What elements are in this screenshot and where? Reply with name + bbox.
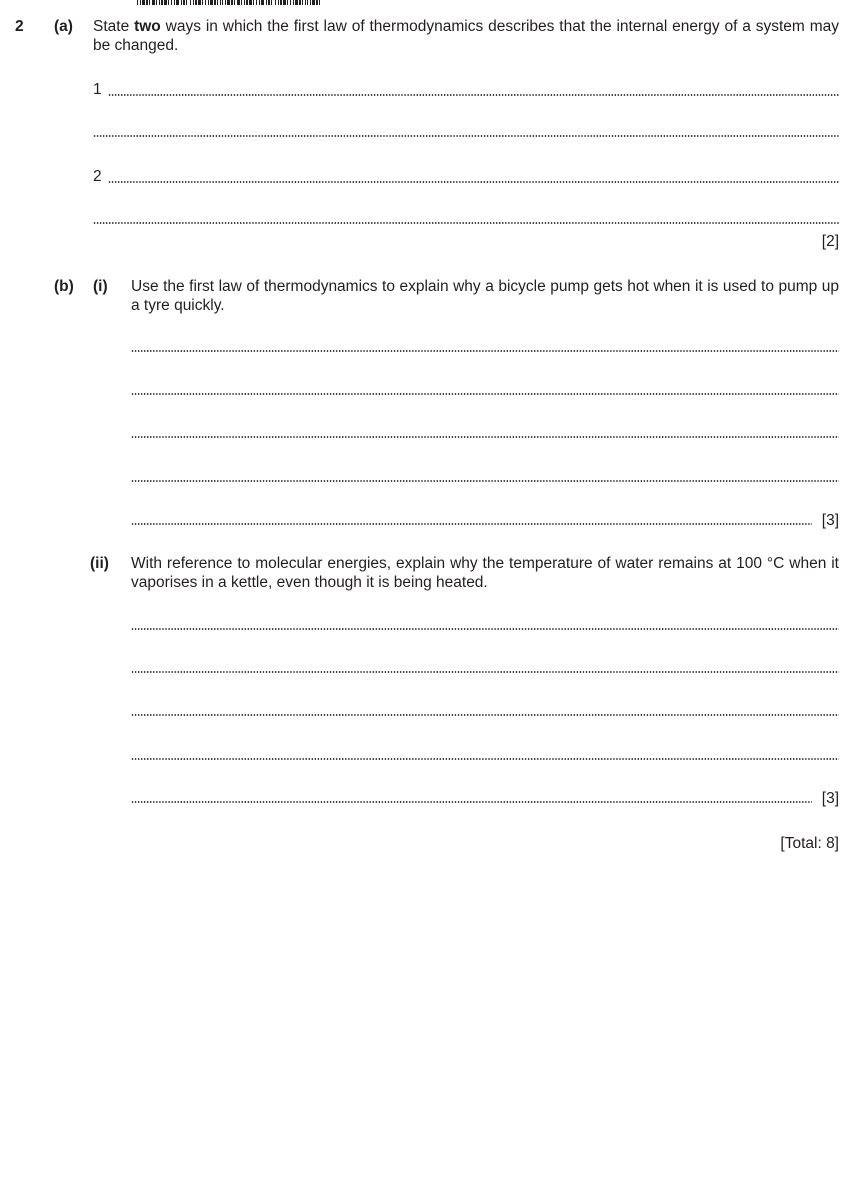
part-b-ii-label: (ii) bbox=[90, 555, 109, 572]
answer-line[interactable] bbox=[93, 135, 839, 137]
part-a-prompt: State two ways in which the first law of thermodynamics describes that the internal energy of a system may be changed. bbox=[93, 18, 839, 54]
question-number: 2 bbox=[15, 18, 24, 35]
barcode bbox=[137, 0, 322, 5]
part-b-ii-marks: [3] bbox=[821, 790, 839, 807]
answer-line[interactable] bbox=[131, 350, 839, 352]
answer-line[interactable] bbox=[131, 758, 839, 760]
answer-line[interactable] bbox=[131, 628, 839, 630]
answer-line[interactable] bbox=[108, 181, 839, 183]
question-total-marks: [Total: 8] bbox=[780, 835, 839, 852]
answer-line[interactable] bbox=[131, 393, 839, 395]
answer-line-2-label: 2 bbox=[93, 168, 102, 185]
part-a-label: (a) bbox=[54, 18, 73, 35]
answer-line[interactable] bbox=[131, 436, 839, 438]
answer-line[interactable] bbox=[93, 222, 839, 224]
part-b-i-marks: [3] bbox=[821, 512, 839, 529]
answer-line[interactable] bbox=[131, 523, 812, 525]
answer-line[interactable] bbox=[131, 714, 839, 716]
answer-line[interactable] bbox=[108, 94, 839, 96]
part-b-ii-prompt: With reference to molecular energies, explain why the temperature of water remains at 100 °C when it vaporises in a kettle, even though it is being heated. bbox=[131, 555, 839, 591]
part-b-label: (b) bbox=[54, 278, 74, 295]
part-b-i-prompt: Use the first law of thermodynamics to explain why a bicycle pump gets hot when it is used to pump up a tyre quickly. bbox=[131, 278, 839, 314]
part-a-marks: [2] bbox=[821, 233, 839, 250]
answer-line[interactable] bbox=[131, 671, 839, 673]
answer-line[interactable] bbox=[131, 480, 839, 482]
part-b-i-label: (i) bbox=[93, 278, 108, 295]
answer-line[interactable] bbox=[131, 801, 812, 803]
answer-line-1-label: 1 bbox=[93, 81, 102, 98]
